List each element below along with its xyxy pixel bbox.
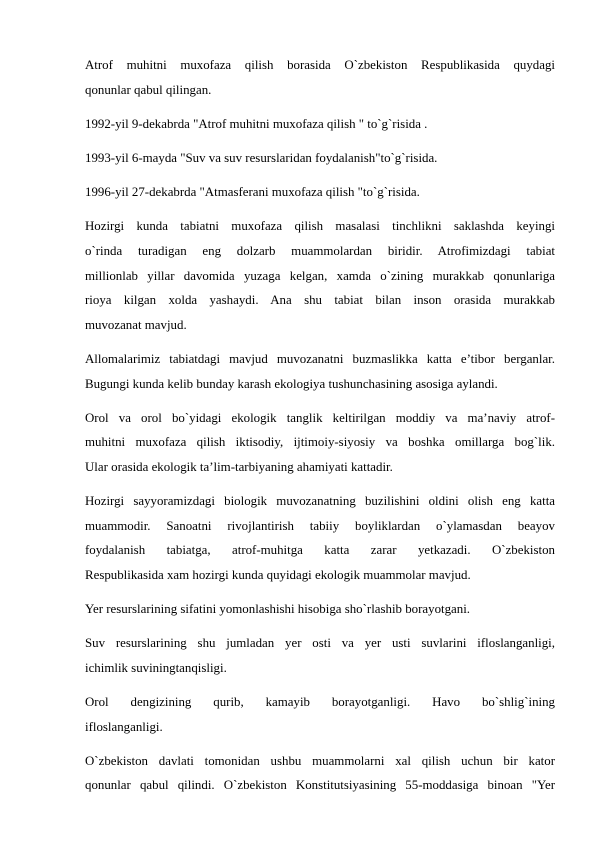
- text-line: 1993-yil 6-mayda "Suv va suv resurslaridan foydalanish"to`g`risida.: [85, 150, 438, 165]
- paragraph-spacer: [85, 396, 555, 406]
- text-line: o`rinda turadigan eng dolzarb muammolardan biridir. Atrofimizdagi tabiat: [85, 243, 555, 258]
- paragraph: [85, 631, 555, 680]
- paragraph: [85, 749, 555, 798]
- text-line: Orol dengizining qurib, kamayib borayotganligi. Havo bo`shlig`ining: [85, 695, 555, 709]
- paragraph: [85, 347, 555, 396]
- text-line: rioya kilgan xolda yashaydi. Ana shu tabiat bilan inson orasida murakkab: [85, 293, 555, 308]
- text-line: Bugungi kunda kelib bunday karash ekologiya tushunchasining asosiga aylandi.: [85, 376, 498, 391]
- text-line: ifloslanganligi.: [85, 719, 163, 734]
- text-line: muvozanat mavjud.: [85, 317, 187, 332]
- paragraph: [85, 690, 555, 739]
- text-line: 1996-yil 27-dekabrda "Atmasferani muxofaza qilish "to`g`risida.: [85, 185, 420, 200]
- text-line: muhitni muxofaza qilish iktisodiy, ijtimoiy-siyosiy va boshka omillarga bog`lik.: [85, 435, 555, 450]
- text-line: ichimlik suviningtanqisligi.: [85, 660, 227, 675]
- paragraph-spacer: [85, 102, 555, 112]
- text-line: Hozirgi sayyoramizdagi biologik muvozanatning buzilishini oldini olish eng katta: [85, 494, 555, 509]
- text-line: Yer resurslarining sifatini yomonlashishi hisobiga sho`rlashib borayotgani.: [85, 602, 471, 617]
- paragraph-spacer: [85, 479, 555, 489]
- text-line: Allomalarimiz tabiatdagi mavjud muvozanatni buzmaslikka katta e’tibor berganlar.: [85, 351, 555, 366]
- paragraph-spacer: [85, 739, 555, 749]
- text-line: muammodir. Sanoatni rivojlantirish tabiiy boyliklardan o`ylamasdan beayov: [85, 518, 555, 533]
- paragraph: [85, 597, 555, 622]
- text-line: qonunlar qabul qilingan.: [85, 82, 212, 97]
- paragraph: [85, 53, 555, 102]
- paragraph: [85, 146, 555, 171]
- text-line: foydalanish tabiatga, atrof-muhitga katta zarar yetkazadi. O`zbekiston: [85, 543, 555, 558]
- paragraph-spacer: [85, 136, 555, 146]
- text-line: Suv resurslarining shu jumladan yer osti va yer usti suvlarini ifloslanganligi,: [85, 636, 555, 651]
- text-line: millionlab yillar davomida yuzaga kelgan, xamda o`zining murakkab qonunlariga: [85, 268, 555, 283]
- text-line: 1992-yil 9-dekabrda "Atrof muhitni muxofaza qilish " to`g`risida .: [85, 116, 428, 131]
- text-line: Orol va orol bo`yidagi ekologik tanglik keltirilgan moddiy va ma’naviy atrof-: [85, 410, 555, 425]
- paragraph-spacer: [85, 205, 555, 215]
- text-line: qonunlar qabul qilindi. O`zbekiston Konstitutsiyasining 55-moddasiga binoan "Yer: [85, 778, 555, 793]
- text-line: Atrof muhitni muxofaza qilish borasida O`zbekiston Respublikasida quydagi: [85, 58, 555, 72]
- paragraph-spacer: [85, 337, 555, 347]
- paragraph: [85, 112, 555, 137]
- paragraph: [85, 214, 555, 337]
- text-line: Hozirgi kunda tabiatni muxofaza qilish masalasi tinchlikni saklashda keyingi: [85, 219, 555, 234]
- paragraph: [85, 489, 555, 587]
- paragraph: [85, 406, 555, 480]
- paragraph-spacer: [85, 587, 555, 597]
- paragraph-spacer: [85, 622, 555, 632]
- text-line: Respublikasida xam hozirgi kunda quyidagi ekologik muammolar mavjud.: [85, 567, 471, 582]
- paragraph-spacer: [85, 171, 555, 181]
- text-line: Ular orasida ekologik ta’lim-tarbiyaning ahamiyati kattadir.: [85, 459, 393, 474]
- document-body: [85, 53, 555, 798]
- text-line: O`zbekiston davlati tomonidan ushbu muammolarni xal qilish uchun bir kator: [85, 753, 555, 768]
- paragraph-spacer: [85, 680, 555, 690]
- paragraph: [85, 180, 555, 205]
